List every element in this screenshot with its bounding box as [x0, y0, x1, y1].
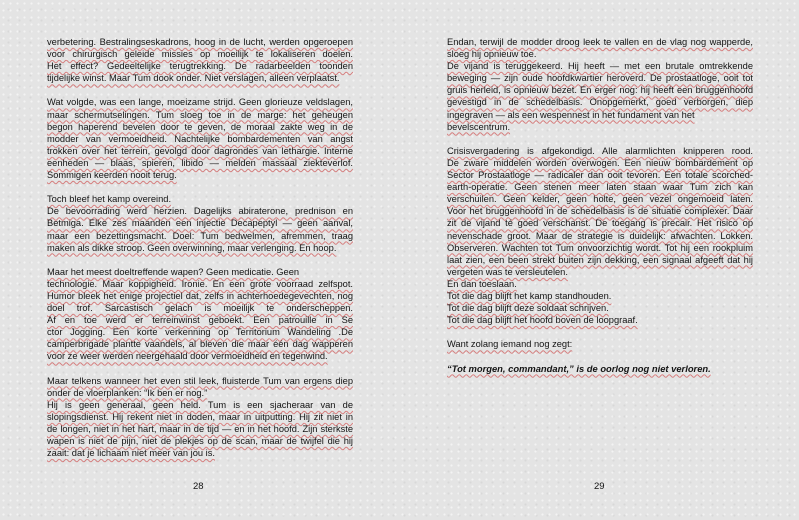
text-line: zaait: dat je lichaam niet meer van jou is. [47, 448, 215, 459]
paragraph [47, 193, 353, 253]
text-line: De bevoorrading werd herzien. Dagelijks abiraterone, prednison en [47, 206, 353, 217]
text-line: maar een bezettingsmacht. Doel: Tum bedwelmen, afremmen, traag [47, 230, 353, 241]
text-line: beweging — zijn oude hoofdkwartier heroverd. De prostaatloge, ooit tot [447, 73, 753, 84]
paragraph [447, 338, 753, 350]
text-line: Tot die dag blijft deze soldaat schrijven. [447, 303, 609, 314]
paragraph [447, 145, 753, 326]
text-line: vergeten was te versleutelen. [447, 266, 568, 277]
text-line: Het effect? Gedeeltelijke terugtrekking. De radarbeelden toonden [47, 61, 353, 72]
text-line: Sector Prostaatloge — radicaler dan ooit tevoren. Een totale scorched- [447, 170, 753, 181]
text-line: begon haperend bevelen door te geven, de moraal zakte weg in de [47, 121, 353, 132]
text-line: gruis herleid, is opnieuw bezet. En erger nog: hij heeft een bruggenhoofd [447, 85, 753, 96]
text-line: technologie. Maar koppigheid. Ironie. En een grote voorraad zelfspot. [47, 278, 353, 289]
text-line: Endan, terwijl de modder droog leek te vallen en de vlag nog wapperde, [447, 37, 753, 47]
text-line: Maar het meest doeltreffende wapen? Geen medicatie. Geen [47, 266, 300, 277]
text-line: verschuilen. Geen kelder, geen holte, geen vezel ongemoeid laten. [447, 194, 753, 205]
text-line: slopingsdienst. Hij rekent niet in doden, maar in uitputting. Hij zit niet in [47, 411, 353, 422]
paragraph [447, 36, 753, 133]
text-line: doel trof. Sarcastisch gelach is moeilijk te onderscheppen. [47, 303, 353, 314]
text-line: sloeg hij opnieuw toe. [447, 49, 537, 60]
text-line: de longen, niet in het hart, maar in de tijd — en in het hoofd. Zijn sterkste [47, 424, 353, 434]
text-line: camperbrigade plantte vaandels, al bleven die maar één dag wapperen [47, 339, 353, 350]
text-line: trokken over het terrein, gevolgd door dagrondes van lethargie. Interne [47, 145, 353, 156]
text-line: De zware middelen worden overwogen. Een nieuw bombardement op [447, 157, 753, 168]
text-line: voor ze weer werden neergehaald door vermoeidheid en tegenwind. [47, 351, 328, 362]
text-line: earth-operatie. Geen stenen meer laten staan waar Tum zich kan [447, 182, 753, 193]
text-line: En dan toeslaan. [447, 278, 517, 289]
text-line: ingegraven — als een wespennest in het fundament van het [447, 109, 695, 120]
text-line: zit de vijand té goed verschanst. De toegang is precair. Het risico op [447, 218, 753, 229]
text-line: Crisisvergadering is afgekondigd. Alle alarmlichten knipperen rood. [447, 145, 753, 156]
text-line: Humor bleek het enige projectiel dat, zelfs in achterhoedegevechten, nog [47, 290, 353, 301]
text-line: nevenschade groot. Maar de strategie is duidelijk: afwachten. Lokken. [447, 230, 753, 241]
paragraph [47, 96, 353, 181]
page-number-right: 29 [594, 481, 605, 492]
text-line: Af en toe werd er terreinwinst geboekt. Een patrouille in Se [47, 315, 353, 326]
text-line: Tot die dag blijft het hoofd boven de loopgraaf. [447, 315, 638, 326]
closing-line: “Tot morgen, commandant,” is de oorlog nog niet verloren. [447, 362, 711, 374]
text-line: Tot die dag blijft het kamp standhouden. [447, 290, 612, 301]
text-line: Hij is geen generaal, geen held. Tum is een sjacheraar van de [47, 399, 353, 410]
text-line: modder van vermoeidheid. Nachtelijke bombardementen van angst [47, 133, 353, 144]
text-line: Wat volgde, was een lange, moeizame strijd. Geen glorieuze veldslagen, [47, 97, 353, 108]
text-line: Want zolang iemand nog zegt: [447, 339, 573, 350]
text-line: Toch bleef het kamp overeind. [47, 194, 172, 205]
text-line: Sommigen keerden nooit terug. [47, 170, 177, 181]
paragraph [47, 375, 353, 460]
text-line: ctor Jogging. Een korte verkenning op Territorium Wandeling .De [47, 327, 353, 338]
page-number-left: 28 [193, 481, 204, 492]
text-line: maar schermutselingen. Tum sloeg toe in de marge: het geheugen [47, 109, 353, 120]
text-line: Maar telkens wanneer het even stil leek, fluisterde Tum van ergens diep [47, 375, 353, 386]
text-line: voor chirurgisch geleide missies op moeilijk te lokaliseren doelen. [47, 49, 353, 60]
text-line: onder de vloerplanken: “Ik ben er nog.” [47, 387, 208, 398]
text-line: De vijand is teruggekeerd. Hij heeft — met een brutale omtrekkende [447, 61, 753, 72]
text-line: tijdelijke winst. Maar Tum dook onder. Niet verslagen, alleen verplaatst. [47, 73, 340, 84]
text-line: Voor het bruggenhoofd in de schedelbasis is de situatie complexer. Daar [447, 206, 753, 217]
text-line: Observeren. Wachten tot Tum onvoorzichtig wordt. Tot hij een rookpluim [447, 242, 753, 253]
text-line: gevestigd in de schedelbasis. Onopgemerkt, goed verborgen, diep [447, 97, 753, 108]
left-page [47, 36, 353, 471]
text-line: laat zien, een been strekt buiten zijn dekking, een signaal afgeeft dat hij [447, 254, 753, 265]
text-line: bevelscentrum. [447, 121, 511, 132]
paragraph [47, 36, 353, 84]
text-line: eenheden — blaas, spieren, libido — melden massaal ziekteverlof. [47, 157, 353, 168]
paragraph [47, 266, 353, 363]
text-line: Betmiga. Elke zes maanden een injectie Decapeptyl — geen aanval, [47, 218, 353, 229]
text-line: verbetering. Bestralingseskadrons, hoog in de lucht, werden opgeroepen [47, 37, 353, 47]
text-line: maken als dikke stroop. Geen overwinning, maar verlenging. En hoop. [47, 242, 337, 253]
right-page [447, 36, 753, 387]
text-line: wapen is niet de pijn, niet de plekjes op de scan, maar de twijfel die hij [47, 436, 353, 447]
